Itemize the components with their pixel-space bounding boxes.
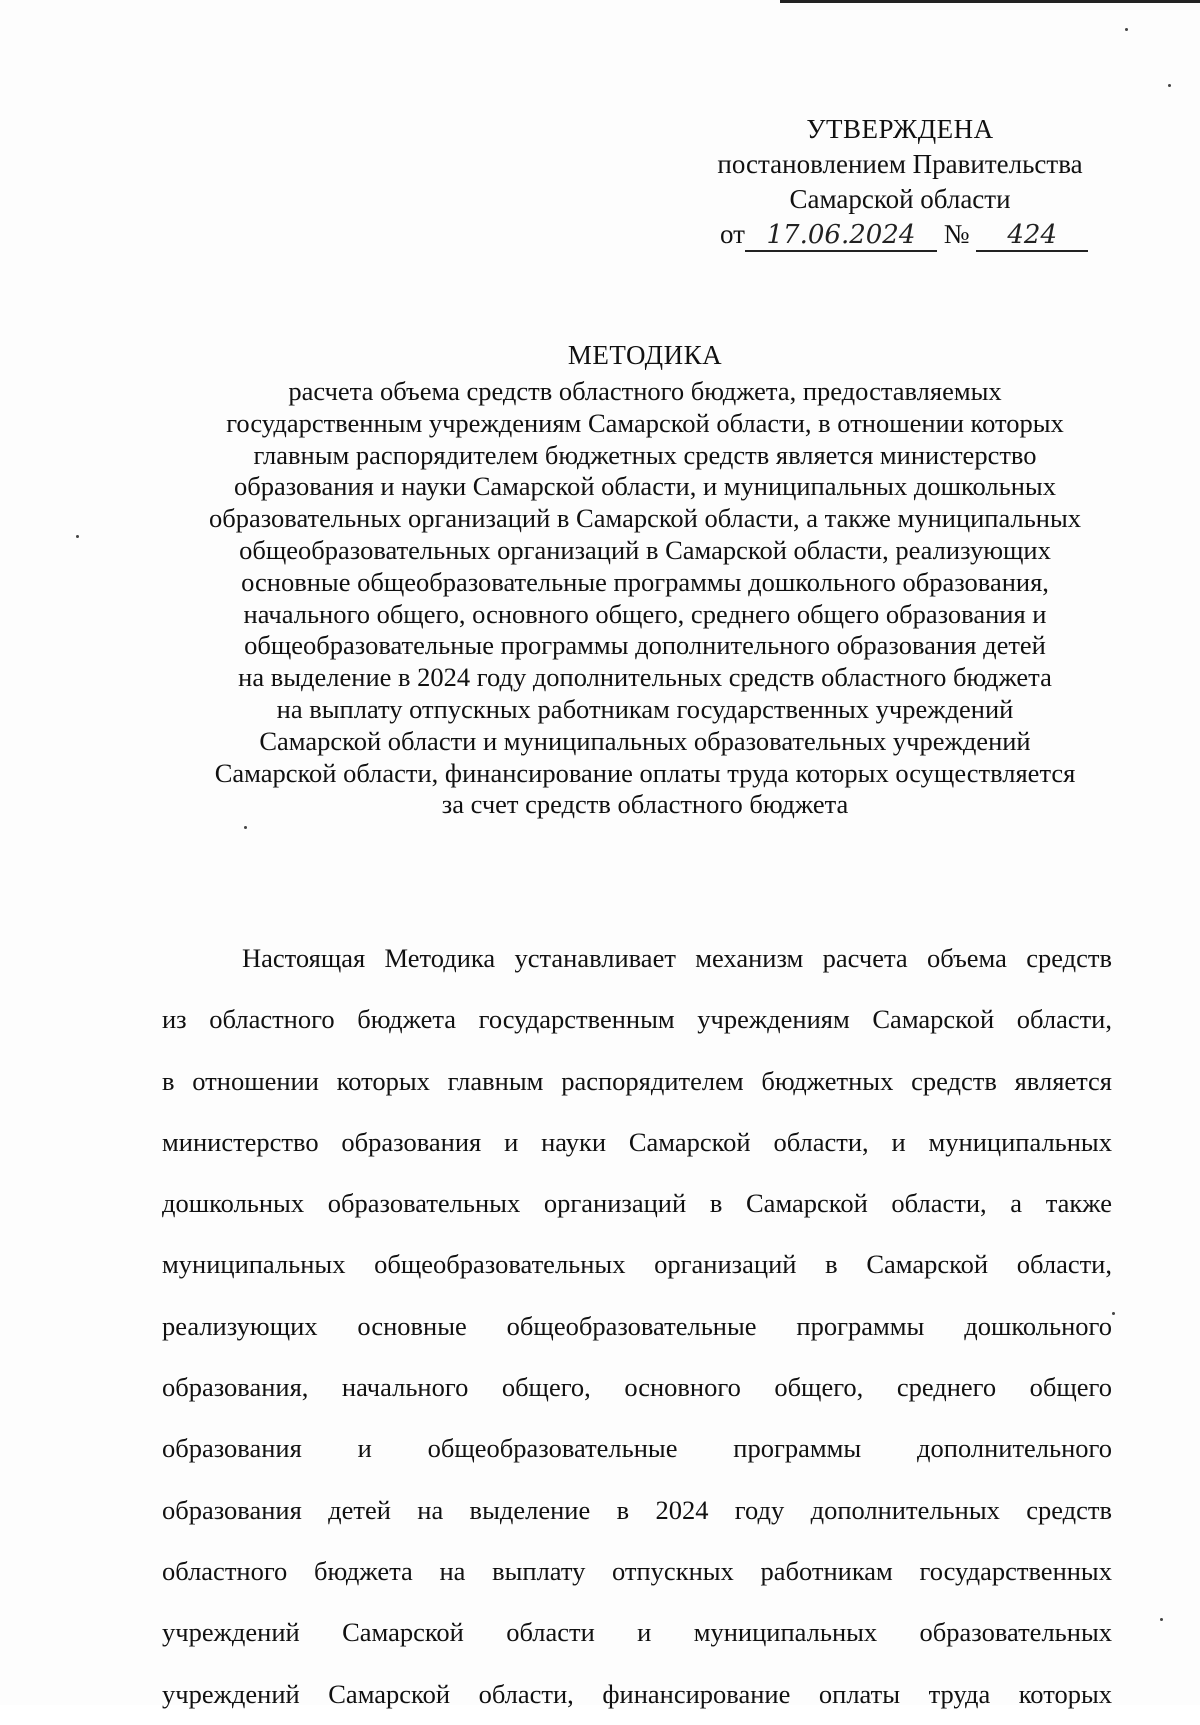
body-paragraph	[162, 928, 1112, 1725]
subtitle-line: на выплату отпускных работникам государственных учреждений	[276, 693, 1014, 724]
body-line: министерство образования и науки Самарской области, и муниципальных	[162, 1126, 1112, 1157]
document-title: МЕТОДИКА	[567, 340, 723, 370]
subtitle-line: основные общеобразовательные программы дошкольного образования,	[241, 566, 1049, 597]
body-line: реализующих основные общеобразовательные программы дошкольного	[162, 1310, 1112, 1341]
approval-heading: УТВЕРЖДЕНА	[806, 114, 994, 144]
subtitle-line: за счет средств областного бюджета	[441, 789, 849, 820]
top-border-line	[780, 0, 1200, 3]
approval-date-row	[660, 217, 1140, 252]
document-subtitle	[150, 376, 1140, 821]
subtitle-line: общеобразовательных организаций в Самарской области, реализующих	[239, 534, 1051, 565]
body-line: дошкольных образовательных организаций в Самарской области, а также	[162, 1188, 1112, 1219]
handwritten-date: 17.06.2024	[745, 220, 937, 252]
body-line: в отношении которых главным распорядителем бюджетных средств является	[162, 1065, 1112, 1096]
subtitle-line: образования и науки Самарской области, и муниципальных дошкольных	[234, 471, 1056, 502]
body-line: образования детей на выделение в 2024 году дополнительных средств	[162, 1494, 1112, 1525]
subtitle-line: общеобразовательные программы дополнительного образования детей	[244, 630, 1046, 661]
body-line: муниципальных общеобразовательных организаций в Самарской области,	[162, 1249, 1112, 1280]
approval-block	[660, 112, 1140, 252]
body-line: учреждений Самарской области и муниципальных образовательных	[162, 1617, 1112, 1648]
body-line: образования, начального общего, основного общего, среднего общего	[162, 1372, 1112, 1403]
scan-speck	[1168, 84, 1171, 87]
body-line: учреждений Самарской области, финансирование оплаты труда которых	[162, 1678, 1112, 1709]
subtitle-line: образовательных организаций в Самарской области, а также муниципальных	[208, 503, 1082, 534]
body-line: областного бюджета на выплату отпускных работникам государственных	[162, 1555, 1112, 1586]
approval-line-2: Самарской области	[789, 184, 1011, 214]
scan-speck	[1125, 28, 1128, 31]
subtitle-line: Самарской области, финансирование оплаты труда которых осуществляется	[214, 757, 1076, 788]
subtitle-line: расчета объема средств областного бюджета, предоставляемых	[288, 376, 1002, 406]
subtitle-line: на выделение в 2024 году дополнительных средств областного бюджета	[238, 662, 1052, 693]
approval-line-1: постановлением Правительства	[717, 149, 1083, 179]
scan-speck	[244, 826, 247, 829]
subtitle-line: государственным учреждениям Самарской области, в отношении которых	[226, 407, 1064, 438]
subtitle-line: Самарской области и муниципальных образовательных учреждений	[259, 725, 1031, 756]
subtitle-line: главным распорядителем бюджетных средств является министерство	[253, 439, 1037, 470]
body-line: Настоящая Методика устанавливает механизм расчета объема средств	[242, 943, 1112, 973]
body-line: из областного бюджета государственным учреждениям Самарской области,	[162, 1004, 1112, 1035]
handwritten-number: 424	[976, 220, 1088, 252]
date-prefix: от	[720, 219, 745, 249]
scan-speck	[1160, 1618, 1163, 1621]
number-sign: №	[943, 219, 970, 249]
scan-speck	[1112, 1312, 1115, 1315]
scan-speck	[76, 535, 79, 538]
body-line: образования и общеобразовательные программы дополнительного	[162, 1433, 1112, 1464]
subtitle-line: начального общего, основного общего, среднего общего образования и	[243, 598, 1047, 629]
